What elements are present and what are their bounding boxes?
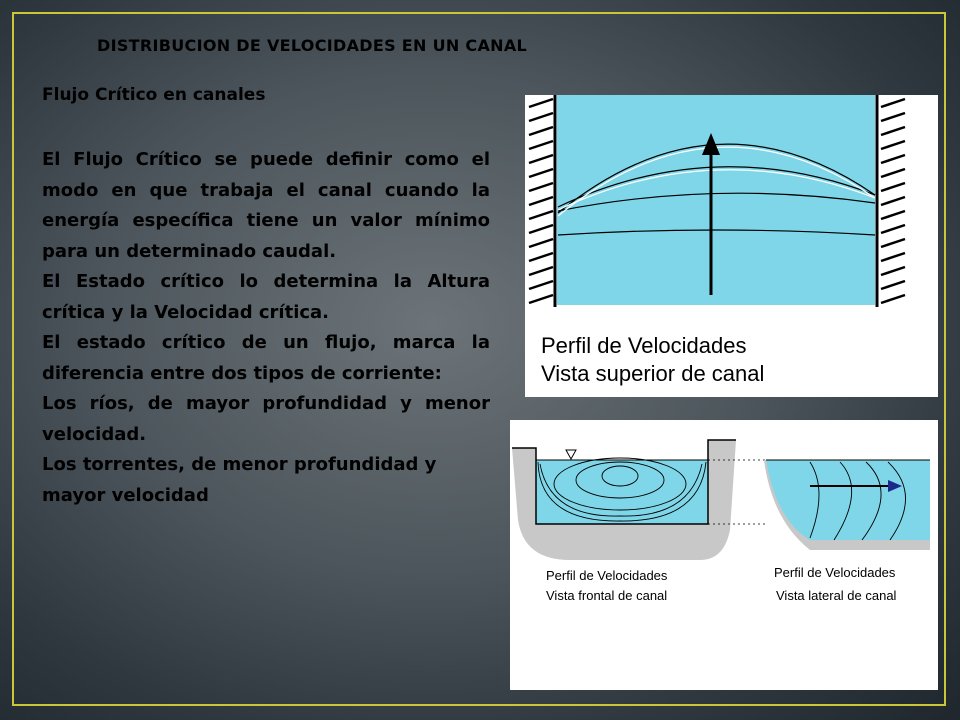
top-caption-line1: Perfil de Velocidades (541, 333, 747, 358)
side-caption-line2: Vista lateral de canal (776, 588, 897, 603)
paragraph-difference: El estado crítico de un flujo, marca la diferencia entre dos tipos de corriente: (42, 332, 490, 384)
top-caption-line2: Vista superior de canal (541, 361, 765, 386)
water-area (557, 95, 875, 305)
section-subtitle: Flujo Crítico en canales (42, 85, 266, 105)
front-caption-line1: Perfil de Velocidades (546, 568, 668, 583)
front-water (536, 460, 708, 524)
front-side-diagram (510, 420, 938, 690)
figure-top-view (525, 95, 938, 397)
right-wall-hatch (881, 99, 905, 303)
paragraph-rivers: Los ríos, de mayor profundidad y menor velocidad. (42, 393, 490, 445)
paragraph-definition: El Flujo Crítico se puede definir como el modo en que trabaja el canal cuando la energía específica tiene un valor mínimo para un determinado caudal. (42, 149, 490, 262)
paragraph-torrents: Los torrentes, de menor profundidad y mayor velocidad (42, 454, 437, 506)
body-text (42, 145, 490, 511)
front-caption-line2: Vista frontal de canal (546, 588, 668, 603)
paragraph-critical-state: El Estado crítico lo determina la Altura crítica y la Velocidad crítica. (42, 271, 490, 323)
side-caption-line1: Perfil de Velocidades (774, 565, 896, 580)
figure-front-side-view (510, 420, 938, 690)
slide-title: DISTRIBUCION DE VELOCIDADES EN UN CANAL (97, 36, 528, 55)
water-surface-triangle-icon (566, 450, 576, 459)
